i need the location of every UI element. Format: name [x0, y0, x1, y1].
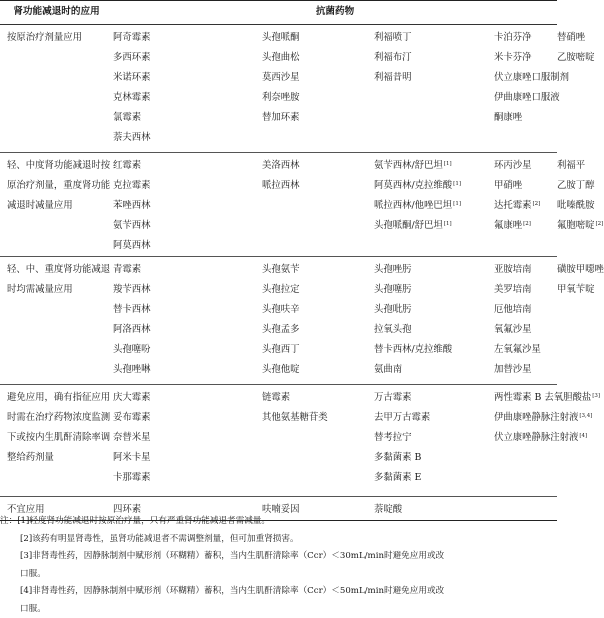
drug-name: 去甲万古霉素: [374, 412, 431, 423]
drug-name: 头孢唑啉: [113, 364, 151, 375]
drug-name: 替加环素: [262, 112, 300, 123]
header-category: 肾功能减退时的应用: [0, 0, 113, 25]
drug-name: 羧苄西林: [113, 284, 151, 295]
footnote-4: [4]非肾毒性药，因静脉制剂中赋形剂（环糊精）蓄积，当内生肌酐清除率（Ccr）＜50mL/min时避免应用或改口服。: [20, 586, 445, 614]
drug-name: 氨曲南: [374, 364, 403, 375]
drug-column: [494, 257, 557, 385]
drug-name: 头孢曲松: [262, 52, 300, 63]
drug-name: 萘夫西林: [113, 132, 151, 143]
drug-name: 苯唑西林: [113, 200, 151, 211]
drug-name: 美洛西林: [262, 160, 300, 171]
footnote-ref: [2]: [523, 221, 531, 227]
drug-name: 利福喷丁: [374, 32, 412, 43]
drug-name: 伊曲康唑静脉注射液[3,4]: [494, 412, 593, 423]
drug-name: 万古霉素: [374, 392, 412, 403]
drug-name: 头孢孟多: [262, 324, 300, 335]
drug-name: 妥布霉素: [113, 412, 151, 423]
drug-name: 阿莫西林: [113, 240, 151, 251]
drug-column: [262, 25, 374, 153]
footnote-3: [3]非肾毒性药，因静脉制剂中赋形剂（环糊精）蓄积，当内生肌酐清除率（Ccr）＜30mL/min时避免应用或改口服。: [20, 551, 445, 579]
drug-name: 美罗培南: [494, 284, 532, 295]
drug-name: 头孢吡肟: [374, 304, 412, 315]
drug-name: 氨苄西林: [113, 220, 151, 231]
drug-name: 加替沙星: [494, 364, 532, 375]
footnote-ref: [2]: [595, 221, 604, 227]
drug-column: [113, 25, 262, 153]
drug-name: 亚胺培南: [494, 264, 532, 275]
drug-column: [374, 257, 494, 385]
drug-name: 阿莫西林/克拉维酸[1]: [374, 180, 461, 191]
row-category: 轻、中度肾功能减退时按原治疗剂量，重度肾功能减退时减量应用: [0, 153, 113, 257]
drug-name: 头孢唑肟: [374, 264, 412, 275]
drug-name: 米卡芬净: [494, 52, 532, 63]
drug-name: 氨苄西林/舒巴坦[1]: [374, 160, 452, 171]
drug-name: 克林霉素: [113, 92, 151, 103]
drug-name: 多西环素: [113, 52, 151, 63]
drug-name: 甲硝唑: [494, 180, 523, 191]
footnote-ref: [4]: [579, 433, 588, 439]
row-category: 不宜应用: [0, 497, 113, 521]
drug-name: 多黏菌素 E: [374, 472, 422, 483]
drug-name: 卡泊芬净: [494, 32, 532, 43]
drug-name: 奈替米星: [113, 432, 151, 443]
drug-name: 红霉素: [113, 160, 142, 171]
drug-name: 头孢氨苄: [262, 264, 300, 275]
drug-name: 萘啶酸: [374, 504, 403, 515]
drug-name: 阿米卡星: [113, 452, 151, 463]
drug-name: 哌拉西林: [262, 180, 300, 191]
drug-column: [374, 153, 494, 257]
header-drugs: 抗菌药物: [113, 0, 557, 25]
drug-name: 头孢呋辛: [262, 304, 300, 315]
drug-name: 四环素: [113, 504, 142, 515]
footnote-ref: [1]: [453, 181, 461, 187]
drug-name: 环丙沙星: [494, 160, 532, 171]
drug-name: 多黏菌素 B: [374, 452, 422, 463]
row-category: 避免应用，确有指征应用时需在治疗药物浓度监测下或按内生肌酐清除率调整给药剂量: [0, 385, 113, 497]
footnote-ref: [3,4]: [579, 413, 593, 419]
drug-name: 替卡西林/克拉维酸: [374, 344, 453, 355]
footnote-ref: [1]: [443, 221, 452, 227]
drug-name: 呋喃妥因: [262, 504, 300, 515]
drug-column: [374, 25, 494, 153]
drug-name: 青霉素: [113, 264, 142, 275]
drug-name: 卡那霉素: [113, 472, 151, 483]
drug-name: 氯霉素: [113, 112, 142, 123]
drug-name: 链霉素: [262, 392, 291, 403]
footnote-ref: [2]: [532, 201, 541, 207]
drug-name: 替考拉宁: [374, 432, 412, 443]
drug-name: 哌拉西林/他唑巴坦[1]: [374, 200, 461, 211]
drug-name: 拉氧头孢: [374, 324, 412, 335]
drug-name: 其他氨基糖苷类: [262, 412, 328, 423]
drug-name: 利奈唑胺: [262, 92, 300, 103]
table-row: 轻、中度肾功能减退时按原治疗剂量，重度肾功能减退时减量应用 红霉素 克拉霉素 苯唑西林 氨苄西林 阿莫西林 美洛西林 哌拉西林 氨苄西林/舒巴坦[1] 阿莫西林/克拉维酸[1] 哌拉西林/他唑巴坦[1] 头孢哌酮/舒巴坦[1] 环丙沙星 甲硝唑 达托霉素[2] 氟康唑[2] 利福平 乙胺丁醇 吡嗪酰胺 氟胞嘧啶[2]: [0, 153, 557, 257]
footnote-ref: [3]: [592, 393, 601, 399]
drug-name: 达托霉素[2]: [494, 200, 541, 211]
footnote-ref: [1]: [453, 201, 461, 207]
drug-name: 头孢哌酮/舒巴坦[1]: [374, 220, 452, 231]
row-category: 轻、中、重度肾功能减退时均需减量应用: [0, 257, 113, 385]
drug-name: 头孢西丁: [262, 344, 300, 355]
drug-name: 阿奇霉素: [113, 32, 151, 43]
drug-name: 左氧氟沙星: [494, 344, 541, 355]
drug-name: 利福布汀: [374, 52, 412, 63]
footnote-1: 注：[1]轻度肾功能减退时按原治疗量，只有严重肾功能减退者需减量。: [0, 516, 270, 526]
drug-name: 伏立康唑静脉注射液[4]: [494, 432, 588, 443]
drug-name: 克拉霉素: [113, 180, 151, 191]
drug-name: 氟康唑[2]: [494, 220, 531, 231]
drug-column: [113, 385, 262, 497]
drug-name: 替卡西林: [113, 304, 151, 315]
drug-name: 伊曲康唑口服液: [494, 92, 560, 103]
table-row: 轻、中、重度肾功能减退时均需减量应用 青霉素 羧苄西林 替卡西林 阿洛西林 头孢噻吩 头孢唑啉 头孢氨苄 头孢拉定 头孢呋辛 头孢孟多 头孢西丁 头孢他啶 头孢唑肟 头孢噻肟 头孢吡肟 拉氧头孢 替卡西林/克拉维酸 氨曲南 亚胺培南 美罗培南 厄他培南 氧氟沙星 左氧氟沙星 加替沙星 磺胺甲噁唑 甲氧苄啶: [0, 257, 557, 385]
drug-name: 两性霉素 B 去氧胆酸盐[3]: [494, 392, 601, 403]
drug-column: [262, 257, 374, 385]
drug-name: 头孢哌酮: [262, 32, 300, 43]
table-row: [0, 385, 557, 497]
drug-column: [374, 385, 494, 497]
drug-name: 莫西沙星: [262, 72, 300, 83]
drug-name: 伏立康唑口服制剂: [494, 72, 570, 83]
drug-name: 酮康唑: [494, 112, 523, 123]
drug-name: 利福昔明: [374, 72, 412, 83]
drug-name: 头孢拉定: [262, 284, 300, 295]
drug-column: [262, 385, 374, 497]
drug-name: 米诺环素: [113, 72, 151, 83]
drug-name: 阿洛西林: [113, 324, 151, 335]
footnotes: [0, 513, 557, 618]
drug-column: [494, 385, 601, 497]
drug-name: 氧氟沙星: [494, 324, 532, 335]
drug-name: 头孢噻肟: [374, 284, 412, 295]
table-row: 按原治疗剂量应用 阿奇霉素 多西环素 米诺环素 克林霉素 氯霉素 萘夫西林 头孢哌酮 头孢曲松 莫西沙星 利奈唑胺 替加环素 利福喷丁 利福布汀 利福昔明 卡泊芬净 米卡芬净 伏立康唑口服制剂 伊曲康唑口服液 酮康唑 替硝唑 乙胺嘧啶: [0, 25, 557, 153]
drug-column: [113, 257, 262, 385]
drug-column: [494, 153, 557, 257]
drug-column: [113, 153, 262, 257]
footnote-ref: [1]: [443, 161, 452, 167]
drug-name: 头孢他啶: [262, 364, 300, 375]
row-category: 按原治疗剂量应用: [0, 25, 113, 153]
drug-name: 厄他培南: [494, 304, 532, 315]
drug-name: 头孢噻吩: [113, 344, 151, 355]
footnote-2: [2]该药有明显肾毒性，虽肾功能减退者不需调整剂量，但可加重肾损害。: [20, 533, 299, 544]
drug-name: 庆大霉素: [113, 392, 151, 403]
drug-column: [262, 153, 374, 257]
drug-column: [494, 25, 570, 153]
